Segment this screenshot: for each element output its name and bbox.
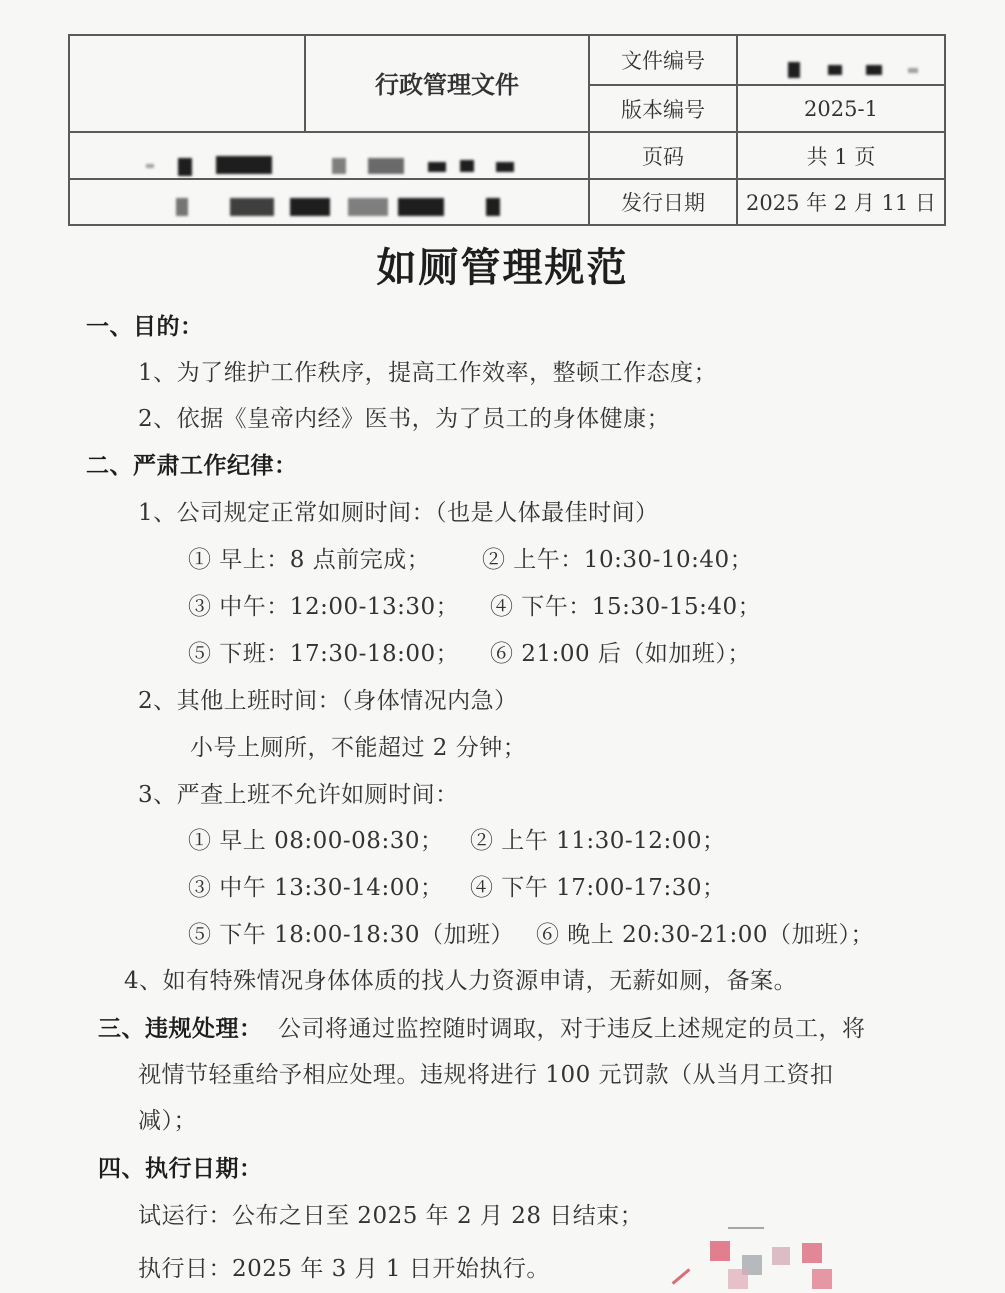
section2-item1: 1、公司规定正常如厕时间：（也是人体最佳时间） — [138, 500, 659, 526]
section2-item2: 2、其他上班时间：（身体情况内急） — [138, 688, 518, 714]
forbidden-time: ④ 下午 17:00-17:30； — [470, 875, 726, 901]
allowed-time: ③ 中午：12:00-13:30； — [188, 594, 460, 620]
redacted-company-name — [138, 152, 568, 180]
issue-date-label: 发行日期 — [621, 191, 705, 215]
section1-item: 1、为了维护工作秩序，提高工作效率，整顿工作态度； — [138, 360, 718, 386]
forbidden-time: ① 早上 08:00-08:30； — [188, 828, 444, 854]
forbidden-time: ⑥ 晚上 20:30-21:00（加班）； — [536, 922, 874, 948]
document-header-table — [68, 34, 946, 226]
version-label: 版本编号 — [621, 97, 705, 122]
forbidden-time: ③ 中午 13:30-14:00； — [188, 875, 444, 901]
issue-date-value: 2025 年 2 月 11 日 — [746, 191, 936, 215]
section4-heading: 四、执行日期： — [98, 1155, 263, 1182]
effective-date: 执行日：2025 年 3 月 1 日开始执行。 — [138, 1256, 550, 1282]
allowed-time: ⑤ 下班：17:30-18:00； — [188, 641, 460, 667]
allowed-time: ② 上午：10:30-10:40； — [482, 547, 754, 573]
section3-text: 公司将通过监控随时调取，对于违反上述规定的员工，将 — [278, 1016, 866, 1042]
section3-heading: 三、违规处理： — [98, 1015, 263, 1042]
allowed-time: ⑥ 21:00 后（如加班）； — [490, 641, 751, 667]
page-count-label: 页码 — [642, 144, 684, 169]
section2-item4: 4、如有特殊情况身体体质的找人力资源申请，无薪如厕，备案。 — [124, 968, 798, 994]
section2-heading: 二、严肃工作纪律： — [86, 452, 298, 479]
doc-number-label: 文件编号 — [621, 49, 705, 73]
forbidden-time: ⑤ 下午 18:00-18:30（加班） — [188, 922, 514, 948]
trial-period: 试运行：公布之日至 2025 年 2 月 28 日结束； — [138, 1203, 644, 1229]
redacted-seal-mosaic — [662, 1225, 862, 1293]
redacted-department — [168, 194, 568, 220]
section1-heading: 一、目的： — [86, 313, 204, 340]
allowed-time: ④ 下午：15:30-15:40； — [490, 594, 762, 620]
section1-item: 2、依据《皇帝内经》医书，为了员工的身体健康； — [138, 406, 671, 432]
section2-item3: 3、严查上班不允许如厕时间： — [138, 782, 459, 808]
doc-kind-label: 行政管理文件 — [375, 70, 519, 99]
forbidden-time: ② 上午 11:30-12:00； — [470, 828, 726, 854]
document-title: 如厕管理规范 — [376, 244, 629, 291]
redacted-doc-number — [786, 58, 946, 82]
section2-item2-detail: 小号上厕所，不能超过 2 分钟； — [190, 735, 527, 761]
page-count-value: 共 1 页 — [806, 144, 876, 169]
allowed-time: ① 早上：8 点前完成； — [188, 547, 431, 573]
section3-text: 减）； — [138, 1108, 197, 1134]
version-value: 2025-1 — [804, 96, 878, 121]
section3-text: 视情节轻重给予相应处理。违规将进行 100 元罚款（从当月工资扣 — [138, 1062, 834, 1088]
